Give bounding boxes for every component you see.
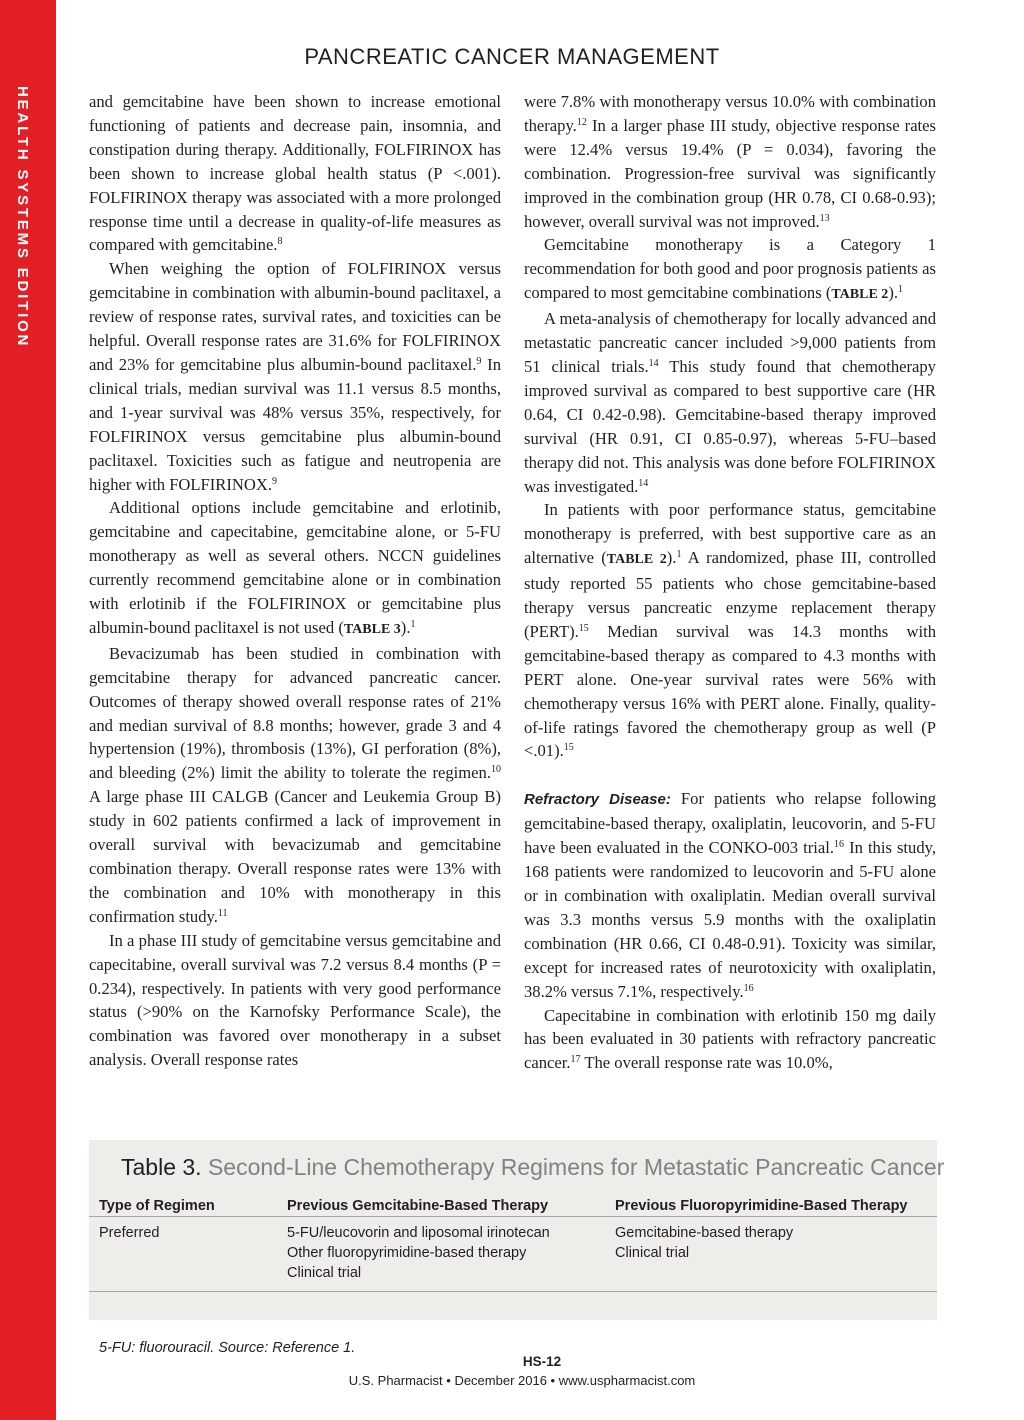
paragraph: Capecitabine in combination with erlotinib 150 mg daily has been evaluated in 30 patients with refractory pancreatic cancer.$^{17}$ The overall response rate was 10.0%, xyxy=(524,1005,936,1073)
right-column xyxy=(524,90,936,1075)
table-reference: TABLE 2 xyxy=(606,552,667,568)
column-header: Type of Regimen xyxy=(99,1198,215,1214)
left-column xyxy=(89,90,501,1072)
paragraph: In a phase III study of gemcitabine versus gemcitabine and capecitabine, overall survival was 7.2 versus 8.4 months (P = 0.234), respectively. In patients with very good performance status (>90% on the Karnofsky Performance Scale), the combination was favored over monotherapy in a subset analysis. Overall response rates xyxy=(89,930,501,1070)
table-caption: Second-Line Chemotherapy Regimens for Metastatic Pancreatic Cancer xyxy=(207,1154,945,1180)
page-number: HS-12 xyxy=(522,1354,562,1369)
page-footer xyxy=(0,1354,1024,1388)
cell-line: Gemcitabine-based therapy xyxy=(615,1225,794,1241)
table-header-row xyxy=(89,1190,937,1217)
publication-line: U.S. Pharmacist • December 2016 • www.uspharmacist.com xyxy=(348,1373,696,1388)
paragraph: Refractory Disease: For patients who relapse following gemcitabine-based therapy, oxaliplatin, leucovorin, and 5-FU have been evaluated in the CONKO-003 trial.$^{16}$ In this study, 168 patients were randomized to leucovorin and 5-FU alone or in combination with oxaliplatin. Median overall survival was 3.3 months versus 5.9 months with the oxaliplatin combination (HR 0.66, CI 0.48-0.91). Toxicity was similar, except for increased rates of neurotoxicity with oxaliplatin, 38.2% versus 7.1%, respectively.$^{16}$ xyxy=(524,789,937,1001)
table-reference: TABLE 2 xyxy=(831,287,889,303)
paragraph: and gemcitabine have been shown to increase emotional functioning of patients and decrease pain, insomnia, and constipation during therapy. Additionally, FOLFIRINOX has been shown to increase global health status (P <.001). FOLFIRINOX therapy was associated with a more prolonged response time until a decrease in quality-of-life measures as compared with gemcitabine.$^8$ xyxy=(89,92,501,255)
sidebar-stripe xyxy=(0,0,56,1420)
table-panel xyxy=(89,1140,945,1356)
column-header: Previous Gemcitabine-Based Therapy xyxy=(287,1198,549,1214)
table-row xyxy=(89,1217,937,1292)
cell-line: Clinical trial xyxy=(615,1245,690,1261)
section-heading: Refractory Disease: xyxy=(524,791,671,809)
cell-line: 5-FU/leucovorin and liposomal irinotecan xyxy=(287,1225,550,1241)
table-label: Table 3. xyxy=(121,1154,202,1180)
cell-line: Other fluoropyrimidine-based therapy xyxy=(287,1245,527,1261)
table-cell xyxy=(615,1223,793,1263)
paragraph: Bevacizumab has been studied in combination with gemcitabine therapy for advanced pancreatic cancer. Outcomes of therapy showed overall response rates of 21% and median survival of 8.8 months; however, grade 3 and 4 hypertension (19%), thrombosis (13%), GI perforation (8%), and bleeding (2%) limit the ability to tolerate the regimen.$^{10}$ A large phase III CALGB (Cancer and Leukemia Group B) study in 602 patients confirmed a lack of improvement in overall survival with bevacizumab and gemcitabine combination therapy. Overall response rates were 13% with the combination and 10% with monotherapy in this confirmation study.$^{11}$ xyxy=(89,643,501,926)
table-title xyxy=(121,1154,944,1181)
paragraph: Gemcitabine monotherapy is a Category 1 recommendation for both good and poor prognosis patients as compared to most gemcitabine combinations (TABLE 2).$^1$ xyxy=(524,235,936,303)
paragraph: A meta-analysis of chemotherapy for locally advanced and metastatic pancreatic cancer included >9,000 patients from 51 clinical trials.$^{14}$ This study found that chemotherapy improved survival as compared to best supportive care (HR 0.64, CI 0.42-0.98). Gemcitabine-based therapy improved survival (HR 0.91, CI 0.85-0.97), whereas 5-FU–based therapy did not. This analysis was done before FOLFIRINOX was investigated.$^{14}$ xyxy=(524,309,936,496)
paragraph: Additional options include gemcitabine and erlotinib, gemcitabine and capecitabine, gemcitabine alone, or 5-FU monotherapy as well as several others. NCCN guidelines currently recommend gemcitabine alone or in combination with erlotinib if the FOLFIRINOX or gemcitabine plus albumin-bound paclitaxel is not used (TABLE 3).$^1$ xyxy=(89,498,501,637)
paragraph: When weighing the option of FOLFIRINOX versus gemcitabine in combination with albumin-bound paclitaxel, a review of response rates, survival rates, and toxicities can be helpful. Overall response rates are 31.6% for FOLFIRINOX and 23% for gemcitabine plus albumin-bound paclitaxel.$^9$ In clinical trials, median survival was 11.1 versus 8.5 months, and 1-year survival was 48% versus 35%, respectively, for FOLFIRINOX versus gemcitabine plus albumin-bound paclitaxel. Toxicities such as fatigue and neutropenia are higher with FOLFIRINOX.$^9$ xyxy=(89,259,501,494)
column-header: Previous Fluoropyrimidine-Based Therapy xyxy=(615,1198,908,1214)
page-title: PANCREATIC CANCER MANAGEMENT xyxy=(304,44,720,69)
cell-line: Clinical trial xyxy=(287,1265,362,1281)
table-footnote: 5-FU: fluorouracil. Source: Reference 1. xyxy=(99,1340,356,1356)
table-cell: Preferred xyxy=(99,1225,160,1241)
regimen-table xyxy=(89,1190,937,1356)
paragraph: In patients with poor performance status, gemcitabine monotherapy is preferred, with best supportive care as an alternative (TABLE 2).$^1$ A randomized, phase III, controlled study reported 55 patients who chose gemcitabine-based therapy versus pancreatic enzyme replacement therapy (PERT).$^{15}$ Median survival was 14.3 months with gemcitabine-based therapy as compared to 4.3 months with PERT alone. One-year survival rates were 56% with chemotherapy versus 16% with PERT alone. Finally, quality-of-life ratings favored the chemotherapy group as well (P <.01).$^{15}$ xyxy=(524,500,936,761)
table-reference: TABLE 3 xyxy=(343,621,401,637)
paragraph: were 7.8% with monotherapy versus 10.0% with combination therapy.$^{12}$ In a larger phase III study, objective response rates were 12.4% versus 19.4% (P = 0.034), favoring the combination. Progression-free survival was significantly improved in the combination group (HR 0.78, CI 0.68-0.93); however, overall survival was not improved.$^{13}$ xyxy=(524,92,936,231)
table-cell xyxy=(287,1223,550,1283)
edition-label: HEALTH SYSTEMS EDITION xyxy=(14,86,31,349)
